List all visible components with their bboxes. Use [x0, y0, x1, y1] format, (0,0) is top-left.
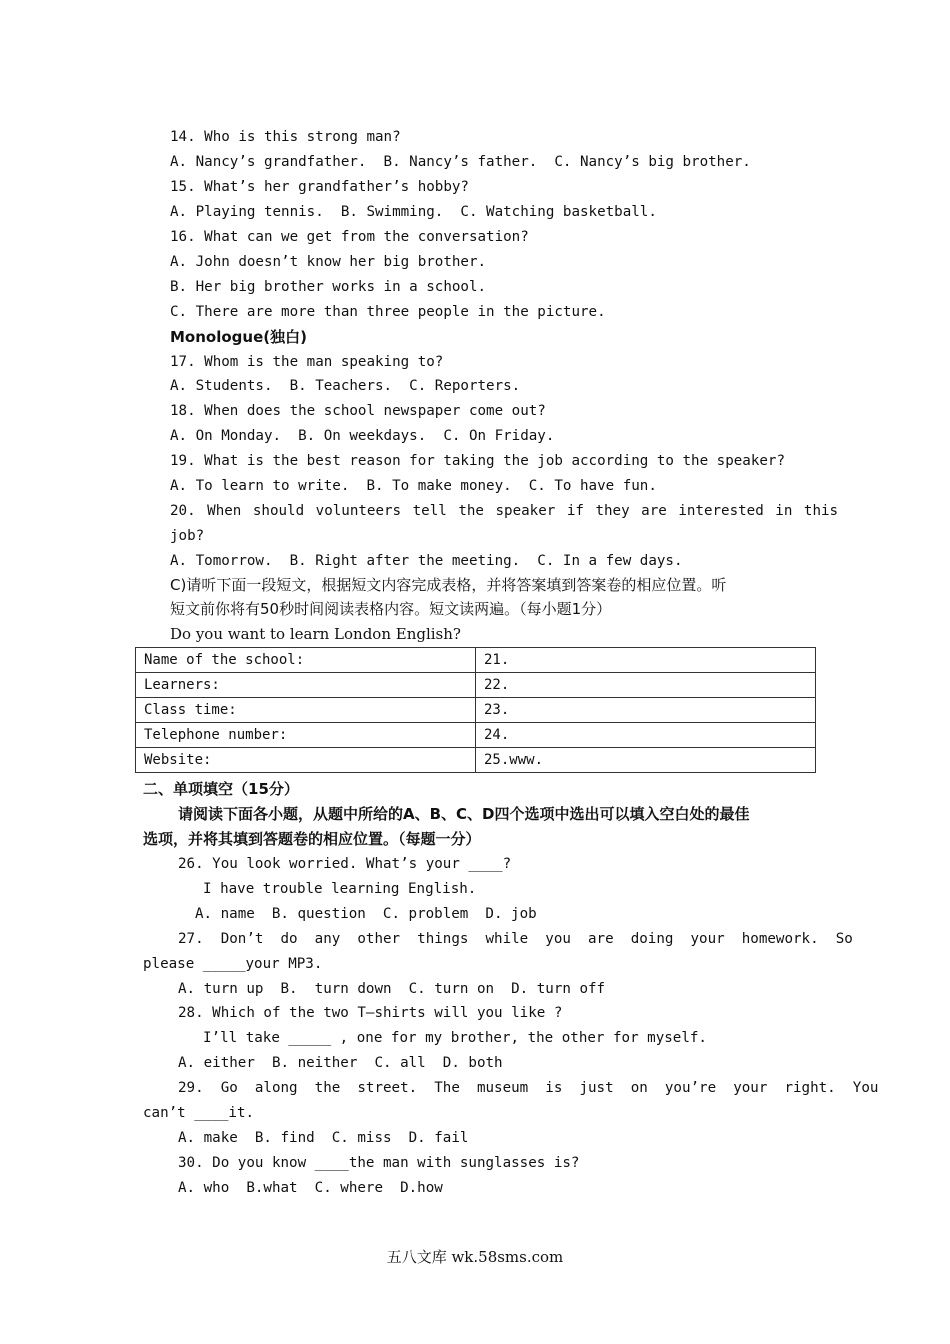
question-20: 20. When should volunteers tell the speaker if they are interested in this	[170, 503, 839, 519]
question-29: 29. Go along the street. The museum is just on you’re your right. You	[178, 1080, 879, 1096]
row-answer: 24.	[476, 723, 816, 748]
row-answer: 25.www.	[476, 748, 816, 773]
question-28-reply: I’ll take _____ , one for my brother, the other for myself.	[203, 1030, 707, 1046]
options-20: A. Tomorrow. B. Right after the meeting. C. In a few days.	[170, 553, 683, 569]
section-c-instruction-2: 短文前你将有50秒时间阅读表格内容。短文读两遍。（每小题1分）	[170, 600, 612, 618]
question-27-cont: please _____your MP3.	[143, 956, 323, 972]
table-row	[136, 673, 816, 698]
options-28: A. either B. neither C. all D. both	[178, 1055, 503, 1071]
question-26-reply: I have trouble learning English.	[203, 881, 477, 897]
question-26: 26. You look worried. What’s your ____?	[178, 856, 512, 872]
table-row	[136, 698, 816, 723]
row-label: Telephone number:	[136, 723, 476, 748]
question-27: 27. Don’t do any other things while you are doing your homework. So	[178, 931, 853, 947]
row-answer: 22.	[476, 673, 816, 698]
question-28: 28. Which of the two T—shirts will you like ?	[178, 1005, 563, 1021]
part-two-instruction-1: 请阅读下面各小题，从题中所给的A、B、C、D四个选项中选出可以填入空白处的最佳	[178, 805, 750, 823]
section-c-instruction-1: C)请听下面一段短文，根据短文内容完成表格，并将答案填到答案卷的相应位置。听	[170, 576, 727, 594]
table-row	[136, 748, 816, 773]
question-19: 19. What is the best reason for taking the job according to the speaker?	[170, 453, 785, 469]
footer-watermark: 五八文库 wk.58sms.com	[386, 1248, 564, 1266]
row-answer: 23.	[476, 698, 816, 723]
options-30: A. who B.what C. where D.how	[178, 1180, 443, 1196]
options-14: A. Nancy’s grandfather. B. Nancy’s father. C. Nancy’s big brother.	[170, 154, 751, 170]
table-title: Do you want to learn London English?	[170, 625, 461, 643]
table-row	[136, 648, 816, 673]
part-two-heading: 二、单项填空（15分）	[143, 780, 299, 798]
question-17: 17. Whom is the man speaking to?	[170, 354, 444, 370]
options-17: A. Students. B. Teachers. C. Reporters.	[170, 378, 521, 394]
question-14: 14. Who is this strong man?	[170, 129, 401, 145]
option-16-a: A. John doesn’t know her big brother.	[170, 254, 487, 270]
question-30: 30. Do you know ____the man with sunglasses is?	[178, 1155, 580, 1171]
answer-table	[135, 647, 816, 773]
option-16-c: C. There are more than three people in the picture.	[170, 304, 606, 320]
question-29-cont: can’t ____it.	[143, 1105, 255, 1121]
question-16: 16. What can we get from the conversation?	[170, 229, 529, 245]
row-label: Name of the school:	[136, 648, 476, 673]
options-26: A. name B. question C. problem D. job	[195, 906, 537, 922]
question-18: 18. When does the school newspaper come out?	[170, 403, 546, 419]
part-two-instruction-2: 选项，并将其填到答题卷的相应位置。（每题一分）	[143, 830, 481, 848]
options-29: A. make B. find C. miss D. fail	[178, 1130, 469, 1146]
options-18: A. On Monday. B. On weekdays. C. On Friday.	[170, 428, 555, 444]
row-answer: 21.	[476, 648, 816, 673]
monologue-heading: Monologue(独白)	[170, 328, 307, 346]
option-16-b: B. Her big brother works in a school.	[170, 279, 487, 295]
question-15: 15. What’s her grandfather’s hobby?	[170, 179, 469, 195]
row-label: Website:	[136, 748, 476, 773]
options-15: A. Playing tennis. B. Swimming. C. Watching basketball.	[170, 204, 657, 220]
options-19: A. To learn to write. B. To make money. C. To have fun.	[170, 478, 657, 494]
row-label: Learners:	[136, 673, 476, 698]
question-20-cont: job?	[170, 528, 205, 544]
row-label: Class time:	[136, 698, 476, 723]
options-27: A. turn up B. turn down C. turn on D. turn off	[178, 981, 606, 997]
table-row	[136, 723, 816, 748]
